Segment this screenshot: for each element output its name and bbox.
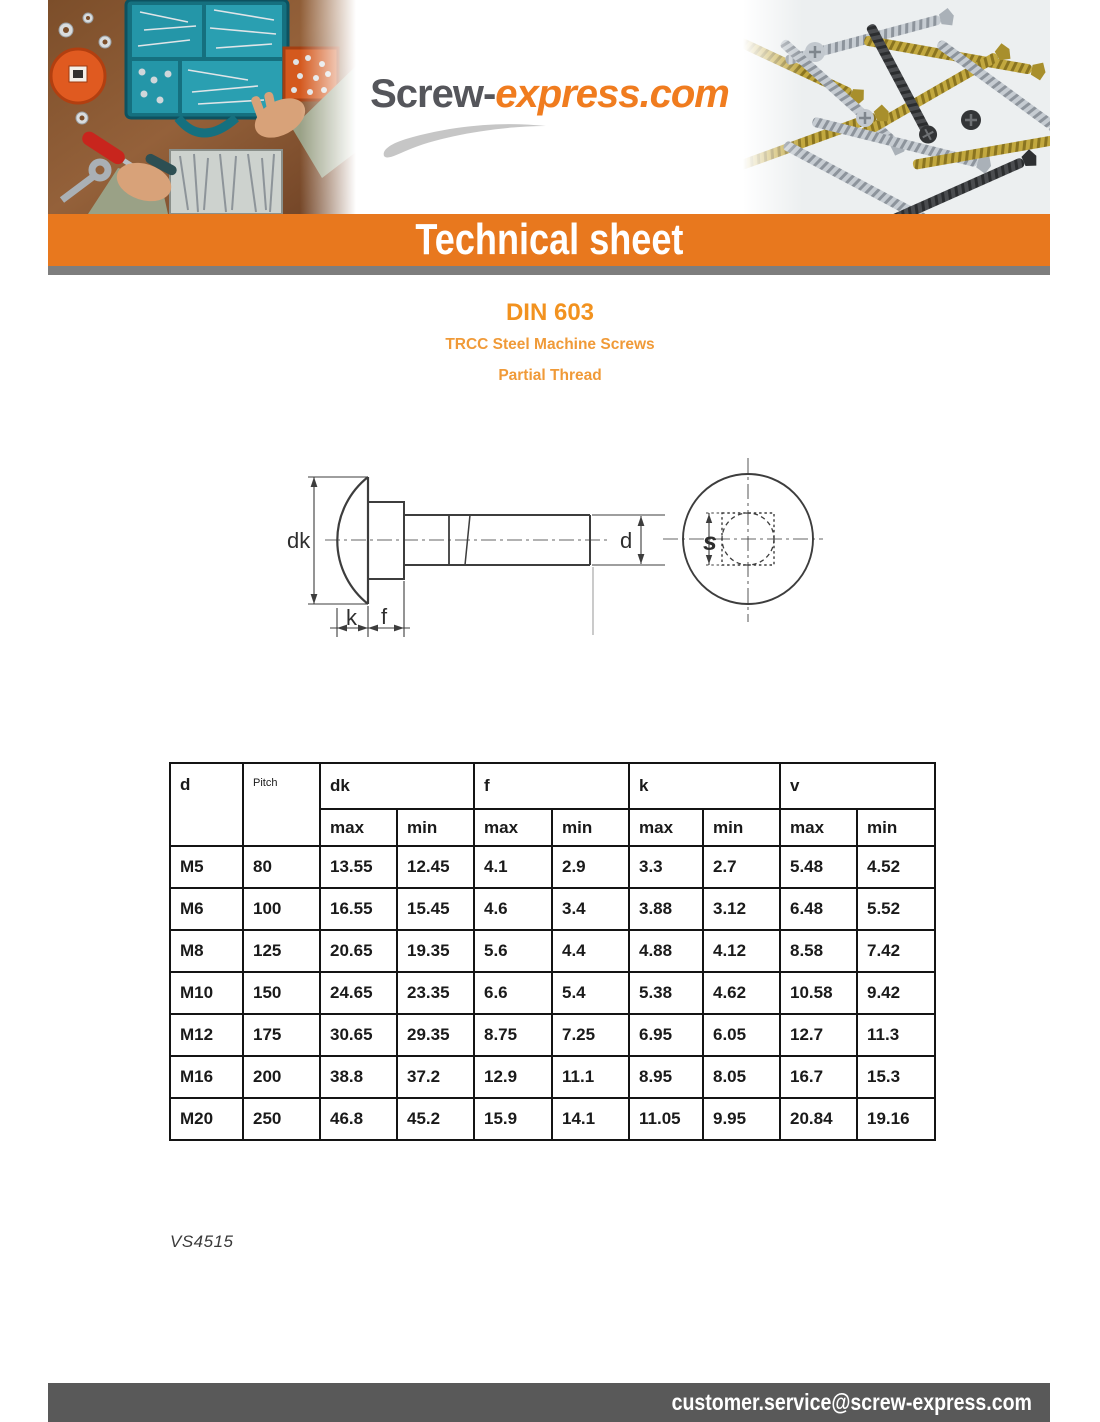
size-cell: M8 (170, 930, 243, 972)
value-cell: 29.35 (397, 1014, 474, 1056)
value-cell: 13.55 (320, 846, 397, 888)
value-cell: 46.8 (320, 1098, 397, 1140)
logo (356, 74, 743, 184)
logo-swoosh-icon (380, 120, 550, 160)
value-cell: 125 (243, 930, 320, 972)
table-row (170, 1098, 935, 1140)
value-cell: 7.25 (552, 1014, 629, 1056)
subheader-max: max (780, 809, 857, 846)
value-cell: 6.95 (629, 1014, 703, 1056)
reference-code: VS4515 (170, 1232, 234, 1251)
value-cell: 8.58 (780, 930, 857, 972)
value-cell: 4.62 (703, 972, 780, 1014)
value-cell: 8.95 (629, 1056, 703, 1098)
banner-shadow-strip (48, 266, 1050, 275)
value-cell: 30.65 (320, 1014, 397, 1056)
value-cell: 4.88 (629, 930, 703, 972)
subheader-max: max (320, 809, 397, 846)
spec-table (169, 762, 936, 1141)
value-cell: 19.35 (397, 930, 474, 972)
subheader-min: min (703, 809, 780, 846)
value-cell: 150 (243, 972, 320, 1014)
table-row (170, 972, 935, 1014)
footer-bar (48, 1383, 1050, 1422)
banner-title: Technical sheet (414, 215, 684, 264)
subheader-max: max (474, 809, 552, 846)
size-cell: M6 (170, 888, 243, 930)
workbench-photo (48, 0, 356, 214)
value-cell: 8.05 (703, 1056, 780, 1098)
value-cell: 6.48 (780, 888, 857, 930)
value-cell: 20.84 (780, 1098, 857, 1140)
header-group-v: v (780, 763, 935, 809)
size-cell: M5 (170, 846, 243, 888)
value-cell: 16.7 (780, 1056, 857, 1098)
value-cell: 4.52 (857, 846, 935, 888)
value-cell: 20.65 (320, 930, 397, 972)
product-subtitle: TRCC Steel Machine Screws (445, 336, 655, 353)
value-cell: 12.9 (474, 1056, 552, 1098)
technical-drawing (260, 430, 860, 650)
value-cell: 9.42 (857, 972, 935, 1014)
value-cell: 2.7 (703, 846, 780, 888)
value-cell: 15.9 (474, 1098, 552, 1140)
value-cell: 5.38 (629, 972, 703, 1014)
value-cell: 7.42 (857, 930, 935, 972)
subheader-min: min (857, 809, 935, 846)
value-cell: 2.9 (552, 846, 629, 888)
screw-box (170, 150, 282, 214)
size-cell: M12 (170, 1014, 243, 1056)
value-cell: 100 (243, 888, 320, 930)
table-row (170, 1056, 935, 1098)
logo-text-gray: Screw- (370, 72, 496, 116)
value-cell: 11.1 (552, 1056, 629, 1098)
technical-sheet-banner (48, 214, 1050, 266)
contact-email: customer.service@screw-express.com (671, 1389, 1032, 1415)
value-cell: 11.3 (857, 1014, 935, 1056)
subheader-max: max (629, 809, 703, 846)
value-cell: 200 (243, 1056, 320, 1098)
value-cell: 8.75 (474, 1014, 552, 1056)
subheader-min: min (552, 809, 629, 846)
value-cell: 3.88 (629, 888, 703, 930)
value-cell: 250 (243, 1098, 320, 1140)
header-group-k: k (629, 763, 780, 809)
value-cell: 4.12 (703, 930, 780, 972)
dim-label-dk: dk (287, 528, 311, 553)
value-cell: 16.55 (320, 888, 397, 930)
value-cell: 10.58 (780, 972, 857, 1014)
value-cell: 3.4 (552, 888, 629, 930)
value-cell: 15.3 (857, 1056, 935, 1098)
dim-label-s: s (703, 528, 717, 556)
value-cell: 4.4 (552, 930, 629, 972)
value-cell: 24.65 (320, 972, 397, 1014)
value-cell: 11.05 (629, 1098, 703, 1140)
thread-subtitle: Partial Thread (498, 367, 602, 384)
value-cell: 4.6 (474, 888, 552, 930)
value-cell: 6.05 (703, 1014, 780, 1056)
size-cell: M16 (170, 1056, 243, 1098)
standard-title: DIN 603 (505, 299, 595, 326)
header-pitch: Pitch (243, 763, 320, 846)
value-cell: 5.4 (552, 972, 629, 1014)
value-cell: 14.1 (552, 1098, 629, 1140)
value-cell: 5.48 (780, 846, 857, 888)
size-cell: M20 (170, 1098, 243, 1140)
value-cell: 175 (243, 1014, 320, 1056)
value-cell: 80 (243, 846, 320, 888)
value-cell: 23.35 (397, 972, 474, 1014)
tape-measure (51, 49, 105, 103)
dim-label-f: f (381, 604, 388, 629)
value-cell: 37.2 (397, 1056, 474, 1098)
value-cell: 38.8 (320, 1056, 397, 1098)
table-body (170, 846, 935, 1140)
subheader-min: min (397, 809, 474, 846)
table-row (170, 846, 935, 888)
value-cell: 15.45 (397, 888, 474, 930)
header-group-dk: dk (320, 763, 474, 809)
header-group-f: f (474, 763, 629, 809)
value-cell: 4.1 (474, 846, 552, 888)
value-cell: 45.2 (397, 1098, 474, 1140)
size-cell: M10 (170, 972, 243, 1014)
value-cell: 12.7 (780, 1014, 857, 1056)
value-cell: 5.52 (857, 888, 935, 930)
value-cell: 3.12 (703, 888, 780, 930)
value-cell: 9.95 (703, 1098, 780, 1140)
value-cell: 5.6 (474, 930, 552, 972)
table-row (170, 930, 935, 972)
dim-label-k: k (346, 605, 357, 630)
value-cell: 19.16 (857, 1098, 935, 1140)
logo-text-orange: express.com (495, 72, 729, 116)
screws-photo (743, 0, 1050, 214)
value-cell: 3.3 (629, 846, 703, 888)
table-row (170, 1014, 935, 1056)
table-row (170, 888, 935, 930)
value-cell: 6.6 (474, 972, 552, 1014)
dim-label-d: d (620, 528, 633, 553)
header-d: d (170, 763, 243, 846)
value-cell: 12.45 (397, 846, 474, 888)
